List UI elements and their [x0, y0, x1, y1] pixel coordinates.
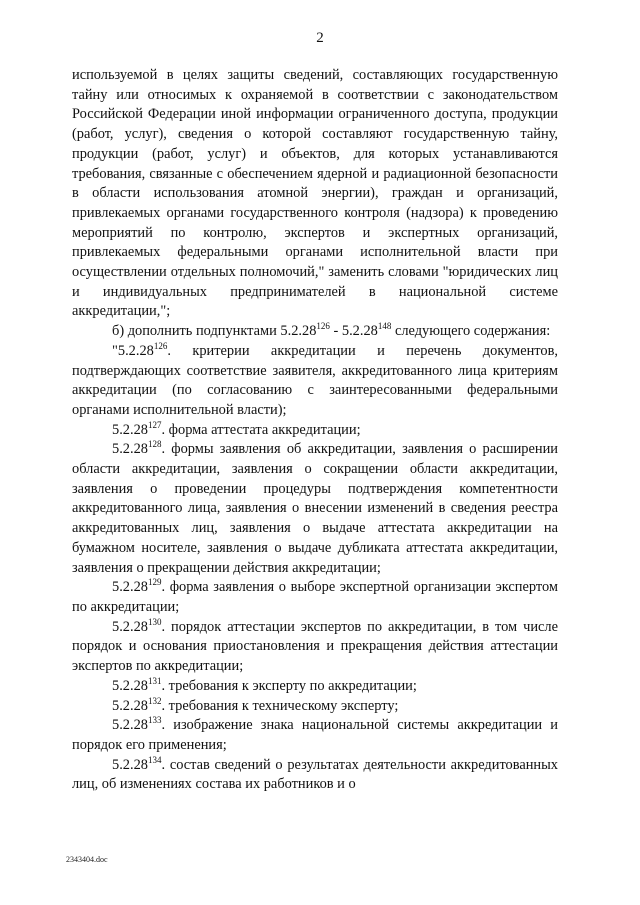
- page-number: 2: [316, 30, 324, 46]
- paragraph: [72, 440, 558, 578]
- paragraph-text: б) дополнить подпунктами 5.2.28: [112, 323, 317, 340]
- paragraph-text: . форма аттестата аккредитации;: [161, 421, 361, 438]
- paragraph-text: - 5.2.28: [329, 323, 378, 340]
- superscript-number: 134: [147, 754, 162, 765]
- paragraph-text: следующего содержания:: [391, 323, 551, 340]
- superscript-number: 129: [147, 577, 162, 588]
- paragraph-text: 5.2.28: [112, 677, 148, 694]
- paragraph: [72, 322, 558, 342]
- paragraph: [72, 677, 558, 697]
- paragraph-text: . критерии аккредитации и перечень документов, подтверждающих соответствие заявителя, аккредитованного лица критериям аккредитации (по согласованию с заинтересованными федеральными органами исполнительной власти);: [72, 342, 558, 418]
- paragraph-text: 5.2.28: [112, 717, 148, 734]
- paragraph: [72, 618, 558, 677]
- superscript-number: 133: [147, 715, 162, 726]
- paragraph-text: . форма заявления о выборе экспертной организации экспертом по аккредитации;: [72, 579, 558, 615]
- paragraph-text: . требования к техническому эксперту;: [161, 697, 399, 714]
- paragraph-text: используемой в целях защиты сведений, составляющих государственную тайну или относимых к охраняемой в соответствии с законодательством Российской Федерации иной информации ограниченного доступа, продукции (работ, услуг), сведения о которой составляют государственную тайну, продукции (работ, услуг) и объектов, для которых устанавливаются требования, связанные с обеспечением ядерной и радиационной безопасности в области использования атомной энергии), граждан и организаций, привлекаемых органами государственного контроля (надзора) к проведению мероприятий по контролю, экспертов и экспертных организаций, привлекаемых федеральными органами исполнительной власти при осуществлении отдельных полномочий," заменить словами "юридических лиц и индивидуальных предпринимателей в национальной системе аккредитации,";: [72, 67, 558, 320]
- paragraph-text: 5.2.28: [112, 441, 148, 458]
- paragraph-text: . формы заявления об аккредитации, заявления о расширении области аккредитации, заявления о сокращении области аккредитации, заявления о проведении процедуры подтверждения компетентности аккредитованного лица, заявления о внесении изменений в сведения реестра аккредитованных лиц, заявления о выдаче аттестата аккредитации на бумажном носителе, заявления о выдаче дубликата аттестата аккредитации, заявления о прекращении действия аккредитации;: [72, 441, 558, 576]
- superscript-number: 148: [377, 321, 392, 332]
- paragraph-text: 5.2.28: [112, 421, 148, 438]
- paragraph-text: "5.2.28: [112, 342, 154, 359]
- paragraph-text: 5.2.28: [112, 697, 148, 714]
- superscript-number: 126: [153, 341, 168, 352]
- paragraph-text: . изображение знака национальной системы аккредитации и порядок его применения;: [72, 717, 558, 753]
- document-body: [72, 66, 558, 795]
- superscript-number: 126: [316, 321, 330, 332]
- superscript-number: 130: [147, 616, 162, 627]
- paragraph: [72, 578, 558, 617]
- paragraph: [72, 756, 558, 795]
- paragraph: [72, 66, 558, 322]
- paragraph-text: 5.2.28: [112, 618, 148, 635]
- paragraph-text: . порядок аттестации экспертов по аккредитации, в том числе порядок и основания приостановления и прекращения действия аттестации экспертов по аккредитации;: [72, 618, 558, 675]
- paragraph-text: 5.2.28: [112, 579, 148, 596]
- paragraph-text: . состав сведений о результатах деятельности аккредитованных лиц, об изменениях состава их работников и о: [72, 756, 558, 793]
- paragraph: [72, 421, 558, 441]
- paragraph: [72, 716, 558, 755]
- paragraph: [72, 342, 558, 421]
- footer-file-name: 2343404.doc: [66, 855, 108, 864]
- superscript-number: 128: [147, 439, 162, 450]
- superscript-number: 127: [147, 419, 162, 430]
- paragraph-text: . требования к эксперту по аккредитации;: [161, 677, 417, 694]
- paragraph-text: 5.2.28: [112, 756, 148, 773]
- superscript-number: 132: [147, 695, 162, 706]
- paragraph: [72, 697, 558, 717]
- superscript-number: 131: [147, 676, 162, 686]
